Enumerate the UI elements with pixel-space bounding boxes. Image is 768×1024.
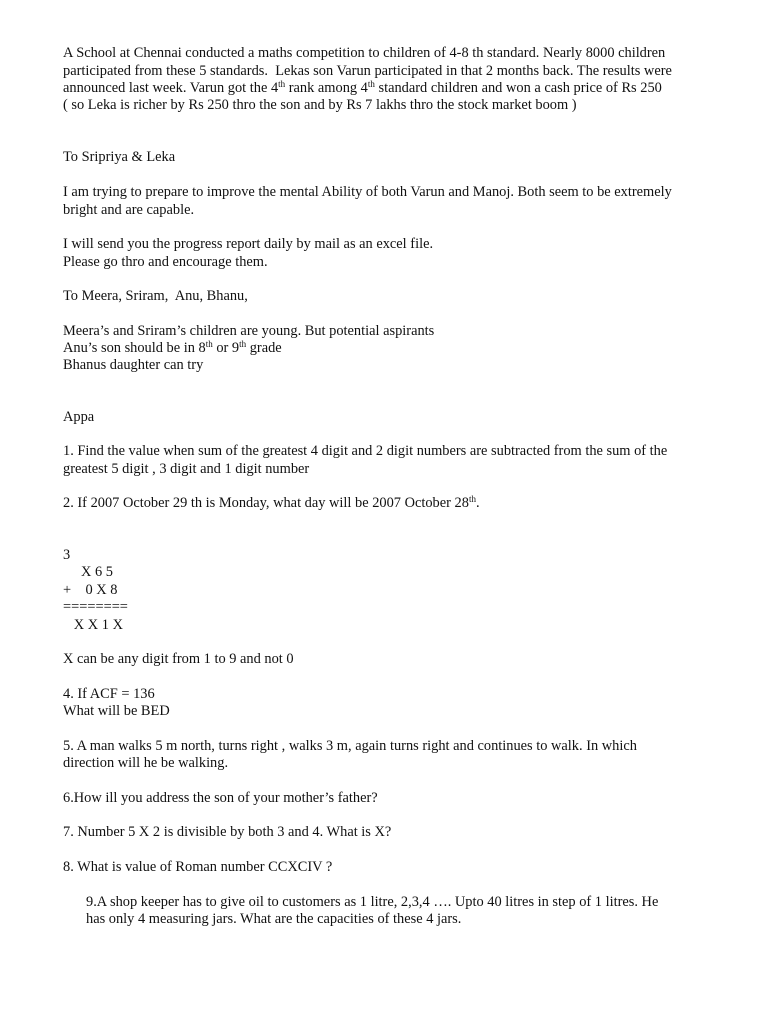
intro-line: A School at Chennai conducted a maths competition to children of 4-8 th standard. Nearly 8000 children [63,45,666,61]
paragraph-line: I will send you the progress report daily by mail as an excel file. [63,236,434,252]
question-4: What will be BED [63,703,170,719]
puzzle-row: X X 1 X [63,617,123,633]
puzzle-rule: ======== [63,599,128,615]
question-1: greatest 5 digit , 3 digit and 1 digit number [63,461,310,477]
intro-line: announced last week. Varun got the 4th rank among 4th standard children and won a cash price of Rs 250 [63,79,662,96]
paragraph-line: Bhanus daughter can try [63,357,204,373]
puzzle-note: X can be any digit from 1 to 9 and not 0 [63,651,294,667]
greeting-meera-sriram-anu-bhanu: To Meera, Sriram, Anu, Bhanu, [63,288,248,304]
signoff: Appa [63,409,95,425]
question-9: has only 4 measuring jars. What are the capacities of these 4 jars. [86,911,462,927]
question-2: 2. If 2007 October 29 th is Monday, what day will be 2007 October 28th. [63,494,480,511]
question-1: 1. Find the value when sum of the greatest 4 digit and 2 digit numbers are subtracted from the sum of the [63,443,668,459]
greeting-sripriya-leka: To Sripriya & Leka [63,149,176,165]
question-3-number: 3 [63,547,71,563]
puzzle-row: X 6 5 [63,564,113,580]
paragraph-line: Please go thro and encourage them. [63,254,268,270]
question-5: 5. A man walks 5 m north, turns right , walks 3 m, again turns right and continues to walk. In which [63,738,637,754]
question-7: 7. Number 5 X 2 is divisible by both 3 and 4. What is X? [63,824,392,840]
question-5: direction will he be walking. [63,755,229,771]
paragraph-line: I am trying to prepare to improve the mental Ability of both Varun and Manoj. Both seem to be extremely [63,184,672,200]
question-4: 4. If ACF = 136 [63,686,155,702]
question-6: 6.How ill you address the son of your mother’s father? [63,790,378,806]
puzzle-row: + 0 X 8 [63,582,118,598]
intro-line: ( so Leka is richer by Rs 250 thro the son and by Rs 7 lakhs thro the stock market boom ) [63,97,577,113]
question-8: 8. What is value of Roman number CCXCIV ? [63,859,333,875]
intro-line: participated from these 5 standards. Lekas son Varun participated in that 2 months back. The results were [63,63,672,79]
paragraph-line: bright and are capable. [63,202,195,218]
question-9: 9.A shop keeper has to give oil to customers as 1 litre, 2,3,4 …. Upto 40 litres in step of 1 litres. He [86,894,659,910]
paragraph-line: Meera’s and Sriram’s children are young. But potential aspirants [63,323,435,339]
paragraph-line: Anu’s son should be in 8th or 9th grade [63,339,282,356]
